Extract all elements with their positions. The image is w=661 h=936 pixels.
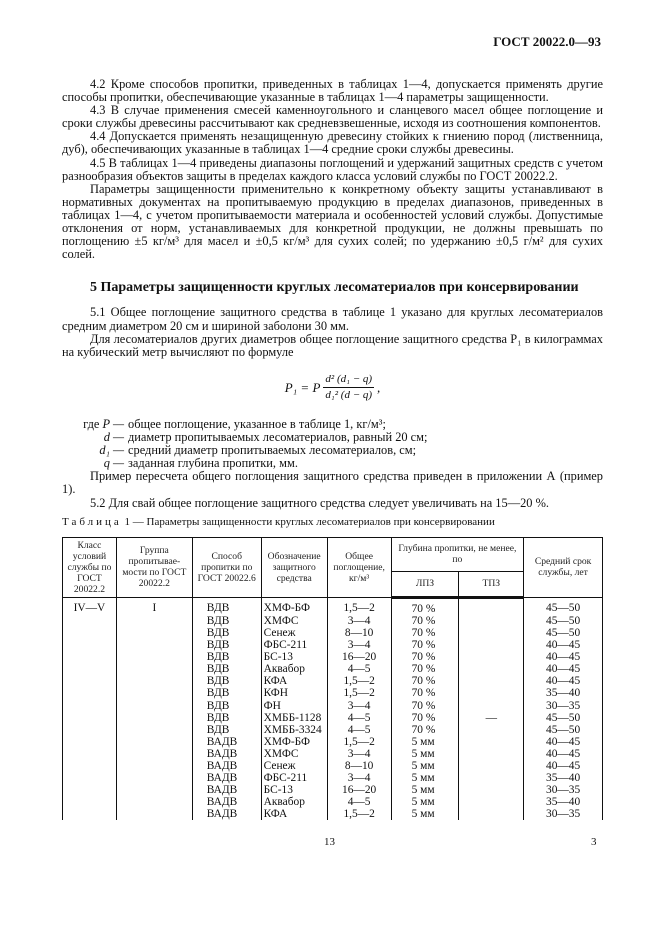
cell-absorption: 8—10 bbox=[327, 627, 391, 639]
cell-agent: Сенеж bbox=[261, 627, 327, 639]
cell-method: ВАДВ bbox=[192, 760, 261, 772]
cell-tpz bbox=[459, 772, 524, 784]
cell-method: ВДВ bbox=[192, 615, 261, 627]
cell-absorption: 8—10 bbox=[327, 760, 391, 772]
cell-absorption: 1,5—2 bbox=[327, 687, 391, 699]
table-row bbox=[63, 699, 603, 711]
formula-denominator: d₁² (d − q) bbox=[325, 388, 373, 401]
cell-lpz: 5 мм bbox=[391, 748, 459, 760]
cell-lpz: 70 % bbox=[391, 597, 459, 615]
legend-symbol: P — bbox=[102, 416, 124, 431]
cell-method: ВДВ bbox=[192, 687, 261, 699]
cell-agent: ХМФ-БФ bbox=[261, 736, 327, 748]
header-life: Средний срок службы, лет bbox=[524, 537, 603, 597]
cell-life: 45—50 bbox=[524, 627, 603, 639]
header-group: Группа пропитывае-мости по ГОСТ 20022.2 bbox=[116, 537, 192, 597]
cell-absorption: 1,5—2 bbox=[327, 675, 391, 687]
cell-tpz bbox=[459, 784, 524, 796]
cell-tpz bbox=[459, 675, 524, 687]
cell-class bbox=[63, 712, 117, 724]
table-row bbox=[63, 724, 603, 736]
cell-absorption: 3—4 bbox=[327, 772, 391, 784]
cell-tpz bbox=[459, 615, 524, 627]
cell-agent: Сенеж bbox=[261, 760, 327, 772]
formula-numerator: d² (d₁ − q) bbox=[323, 373, 374, 388]
cell-class bbox=[63, 748, 117, 760]
table-caption-label: Таблица bbox=[62, 515, 122, 528]
cell-method: ВАДВ bbox=[192, 736, 261, 748]
cell-tpz bbox=[459, 651, 524, 663]
cell-lpz: 5 мм bbox=[391, 784, 459, 796]
header-class: Класс условий службы по ГОСТ 20022.2 bbox=[63, 537, 117, 597]
header-lpz: ЛПЗ bbox=[391, 571, 459, 597]
cell-lpz: 5 мм bbox=[391, 736, 459, 748]
cell-life: 35—40 bbox=[524, 687, 603, 699]
cell-group bbox=[116, 784, 192, 796]
cell-method: ВАДВ bbox=[192, 748, 261, 760]
paragraph-5-2: 5.2 Для свай общее поглощение защитного средства следует увеличивать на 15—20 %. bbox=[90, 495, 549, 510]
cell-class bbox=[63, 687, 117, 699]
table-row bbox=[63, 760, 603, 772]
legend-symbol: q — bbox=[103, 456, 124, 471]
table-row bbox=[63, 736, 603, 748]
cell-agent: ХМФС bbox=[261, 615, 327, 627]
cell-life: 30—35 bbox=[524, 808, 603, 820]
cell-method: ВДВ bbox=[192, 699, 261, 711]
cell-agent: Аквабор bbox=[261, 663, 327, 675]
cell-life: 30—35 bbox=[524, 699, 603, 711]
cell-absorption: 3—4 bbox=[327, 699, 391, 711]
cell-group bbox=[116, 736, 192, 748]
paragraph-parameters: Параметры защищенности применительно к конкретному объекту защиты устанавливают в нормативных документах на пропитываемую продукцию в пределах диапазонов, приведенных в таблицах 1—4, с учетом пропитываемости материала и особенностей условий службы. Допустимые отклонения от норм, устанавливаемых для конкретной продукции, не должны превышать по поглощению ±5 кг/м³ для масел и ±0,5 кг/м³ для сухих солей; по удержанию ±0,5 г/м² для сухих солей. bbox=[62, 181, 603, 262]
cell-class bbox=[63, 663, 117, 675]
cell-absorption: 3—4 bbox=[327, 639, 391, 651]
cell-agent: КФА bbox=[261, 675, 327, 687]
document-header: ГОСТ 20022.0—93 bbox=[493, 34, 601, 49]
paragraph-4-2: 4.2 Кроме способов пропитки, приведенных в таблицах 1—4, допускается применять другие способы пропитки, обеспечивающие указанные в таблицах 1—4 параметры защищенности. bbox=[62, 77, 603, 105]
cell-group bbox=[116, 639, 192, 651]
table-row bbox=[63, 597, 603, 615]
cell-tpz bbox=[459, 627, 524, 639]
cell-group bbox=[116, 760, 192, 772]
cell-group bbox=[116, 627, 192, 639]
cell-method: ВДВ bbox=[192, 675, 261, 687]
cell-agent: КФН bbox=[261, 687, 327, 699]
cell-tpz bbox=[459, 597, 524, 615]
cell-lpz: 5 мм bbox=[391, 796, 459, 808]
cell-tpz bbox=[459, 639, 524, 651]
cell-tpz bbox=[459, 687, 524, 699]
cell-class bbox=[63, 675, 117, 687]
cell-method: ВДВ bbox=[192, 663, 261, 675]
cell-tpz bbox=[459, 808, 524, 820]
legend-symbol: d — bbox=[103, 430, 124, 445]
cell-absorption: 1,5—2 bbox=[327, 597, 391, 615]
cell-absorption: 16—20 bbox=[327, 651, 391, 663]
legend-text: общее поглощение, указанное в таблице 1, кг/м³; bbox=[128, 416, 386, 431]
cell-group bbox=[116, 663, 192, 675]
cell-group bbox=[116, 808, 192, 820]
cell-tpz bbox=[459, 796, 524, 808]
cell-life: 30—35 bbox=[524, 784, 603, 796]
cell-lpz: 70 % bbox=[391, 627, 459, 639]
cell-lpz: 70 % bbox=[391, 615, 459, 627]
cell-life: 40—45 bbox=[524, 651, 603, 663]
cell-group bbox=[116, 748, 192, 760]
cell-absorption: 3—4 bbox=[327, 748, 391, 760]
table-row bbox=[63, 712, 603, 724]
cell-agent: ХМББ-1128 bbox=[261, 712, 327, 724]
cell-agent: КФА bbox=[261, 808, 327, 820]
table-row bbox=[63, 663, 603, 675]
cell-group bbox=[116, 615, 192, 627]
cell-group bbox=[116, 724, 192, 736]
cell-lpz: 70 % bbox=[391, 724, 459, 736]
cell-agent: ФБС-211 bbox=[261, 639, 327, 651]
cell-agent: ФБС-211 bbox=[261, 772, 327, 784]
paragraph-4-3: 4.3 В случае применения смесей каменноугольного и сланцевого масел общее поглощение и сроки службы древесины рассчитывают как средневзвешенные, исходя из соотношения компонентов. bbox=[62, 103, 603, 131]
cell-group bbox=[116, 699, 192, 711]
cell-life: 40—45 bbox=[524, 760, 603, 772]
cell-absorption: 4—5 bbox=[327, 796, 391, 808]
cell-life: 45—50 bbox=[524, 615, 603, 627]
legend-prefix: где bbox=[83, 416, 100, 431]
cell-class bbox=[63, 639, 117, 651]
table-row bbox=[63, 675, 603, 687]
cell-method: ВДВ bbox=[192, 724, 261, 736]
cell-tpz bbox=[459, 663, 524, 675]
cell-life: 40—45 bbox=[524, 639, 603, 651]
table-row bbox=[63, 796, 603, 808]
cell-method: ВДВ bbox=[192, 627, 261, 639]
cell-method: ВДВ bbox=[192, 651, 261, 663]
legend-text: диаметр пропитываемых лесоматериалов, равный 20 см; bbox=[128, 430, 428, 445]
cell-class bbox=[63, 651, 117, 663]
cell-absorption: 4—5 bbox=[327, 724, 391, 736]
table-row bbox=[63, 808, 603, 820]
cell-class: IV—V bbox=[63, 597, 117, 615]
paragraph-5-1: 5.1 Общее поглощение защитного средства в таблице 1 указано для круглых лесоматериалов средним диаметром 20 см и шириной заболони 30 мм. bbox=[62, 305, 603, 333]
cell-absorption: 4—5 bbox=[327, 663, 391, 675]
cell-life: 40—45 bbox=[524, 748, 603, 760]
table-row bbox=[63, 748, 603, 760]
page-number-center: 13 bbox=[324, 836, 335, 848]
cell-class bbox=[63, 627, 117, 639]
table-caption bbox=[62, 516, 603, 529]
cell-class bbox=[63, 724, 117, 736]
paragraph-other-diameters: Для лесоматериалов других диаметров общее поглощение защитного средства P₁ в килограммах на кубический метр вычисляют по формуле bbox=[62, 331, 603, 359]
cell-group bbox=[116, 712, 192, 724]
cell-group: I bbox=[116, 597, 192, 615]
table-caption-text: 1 — Параметры защищенности круглых лесоматериалов при консервировании bbox=[124, 515, 495, 528]
cell-method: ВДВ bbox=[192, 639, 261, 651]
legend-text: заданная глубина пропитки, мм. bbox=[128, 456, 298, 471]
cell-tpz bbox=[459, 736, 524, 748]
table-row bbox=[63, 784, 603, 796]
cell-agent: ХМФС bbox=[261, 748, 327, 760]
cell-group bbox=[116, 796, 192, 808]
cell-agent: БС-13 bbox=[261, 784, 327, 796]
cell-class bbox=[63, 760, 117, 772]
cell-group bbox=[116, 651, 192, 663]
cell-tpz bbox=[459, 699, 524, 711]
cell-absorption: 16—20 bbox=[327, 784, 391, 796]
cell-lpz: 70 % bbox=[391, 712, 459, 724]
cell-group bbox=[116, 687, 192, 699]
cell-life: 45—50 bbox=[524, 712, 603, 724]
section-5-heading: 5 Параметры защищенности круглых лесоматериалов при консервировании bbox=[90, 280, 579, 296]
document-body bbox=[62, 78, 603, 820]
cell-lpz: 70 % bbox=[391, 639, 459, 651]
cell-method: ВДВ bbox=[192, 597, 261, 615]
cell-agent: ФН bbox=[261, 699, 327, 711]
cell-absorption: 4—5 bbox=[327, 712, 391, 724]
cell-lpz: 70 % bbox=[391, 675, 459, 687]
cell-class bbox=[63, 699, 117, 711]
cell-agent: Аквабор bbox=[261, 796, 327, 808]
cell-life: 40—45 bbox=[524, 736, 603, 748]
cell-lpz: 5 мм bbox=[391, 808, 459, 820]
cell-life: 45—50 bbox=[524, 597, 603, 615]
table-row bbox=[63, 651, 603, 663]
cell-method: ВАДВ bbox=[192, 784, 261, 796]
cell-lpz: 70 % bbox=[391, 699, 459, 711]
cell-life: 40—45 bbox=[524, 663, 603, 675]
formula-legend bbox=[62, 418, 603, 470]
table-row bbox=[63, 627, 603, 639]
table-row bbox=[63, 615, 603, 627]
cell-tpz bbox=[459, 724, 524, 736]
cell-method: ВАДВ bbox=[192, 808, 261, 820]
cell-group bbox=[116, 772, 192, 784]
cell-life: 40—45 bbox=[524, 675, 603, 687]
cell-class bbox=[63, 796, 117, 808]
cell-lpz: 70 % bbox=[391, 687, 459, 699]
formula-comma: , bbox=[377, 379, 381, 395]
formula bbox=[62, 373, 603, 402]
table-row bbox=[63, 639, 603, 651]
cell-class bbox=[63, 808, 117, 820]
cell-method: ВАДВ bbox=[192, 772, 261, 784]
cell-life: 35—40 bbox=[524, 796, 603, 808]
cell-lpz: 70 % bbox=[391, 651, 459, 663]
header-depth: Глубина пропитки, не менее, по bbox=[391, 537, 524, 571]
cell-class bbox=[63, 736, 117, 748]
cell-absorption: 1,5—2 bbox=[327, 736, 391, 748]
cell-group bbox=[116, 675, 192, 687]
legend-symbol: d₁ — bbox=[99, 443, 124, 458]
cell-lpz: 5 мм bbox=[391, 760, 459, 772]
cell-absorption: 3—4 bbox=[327, 615, 391, 627]
cell-tpz: — bbox=[459, 712, 524, 724]
cell-tpz bbox=[459, 760, 524, 772]
header-method: Способ пропитки по ГОСТ 20022.6 bbox=[192, 537, 261, 597]
cell-class bbox=[63, 784, 117, 796]
header-absorption: Общее поглощение, кг/м³ bbox=[327, 537, 391, 597]
cell-agent: БС-13 bbox=[261, 651, 327, 663]
formula-lhs: P₁ = P bbox=[284, 379, 321, 395]
cell-method: ВДВ bbox=[192, 712, 261, 724]
cell-life: 45—50 bbox=[524, 724, 603, 736]
paragraph-4-5: 4.5 В таблицах 1—4 приведены диапазоны поглощений и удержаний защитных средств с учетом разнообразия объектов защиты в пределах каждого класса условий службы по ГОСТ 20022.2. bbox=[62, 155, 603, 183]
cell-absorption: 1,5—2 bbox=[327, 808, 391, 820]
table-1 bbox=[62, 537, 603, 821]
formula-fraction bbox=[323, 373, 374, 402]
paragraph-4-4: 4.4 Допускается применять незащищенную древесину стойких к гниению пород (лиственница, дуб), обеспечивающих указанные в таблицах 1—4 средние сроки службы древесины. bbox=[62, 129, 603, 157]
paragraph-example: Пример пересчета общего поглощения защитного средства приведен в приложении А (пример 1). bbox=[62, 469, 603, 497]
header-agent: Обозначение защитного средства bbox=[261, 537, 327, 597]
cell-agent: ХМФ-БФ bbox=[261, 597, 327, 615]
header-tpz: ТПЗ bbox=[459, 571, 524, 597]
cell-lpz: 70 % bbox=[391, 663, 459, 675]
table-row bbox=[63, 687, 603, 699]
table-row bbox=[63, 772, 603, 784]
legend-text: средний диаметр пропитываемых лесоматериалов, см; bbox=[128, 443, 417, 458]
page-number-right: 3 bbox=[591, 836, 597, 848]
cell-agent: ХМББ-3324 bbox=[261, 724, 327, 736]
cell-method: ВАДВ bbox=[192, 796, 261, 808]
cell-lpz: 5 мм bbox=[391, 772, 459, 784]
cell-class bbox=[63, 615, 117, 627]
cell-class bbox=[63, 772, 117, 784]
cell-life: 35—40 bbox=[524, 772, 603, 784]
cell-tpz bbox=[459, 748, 524, 760]
